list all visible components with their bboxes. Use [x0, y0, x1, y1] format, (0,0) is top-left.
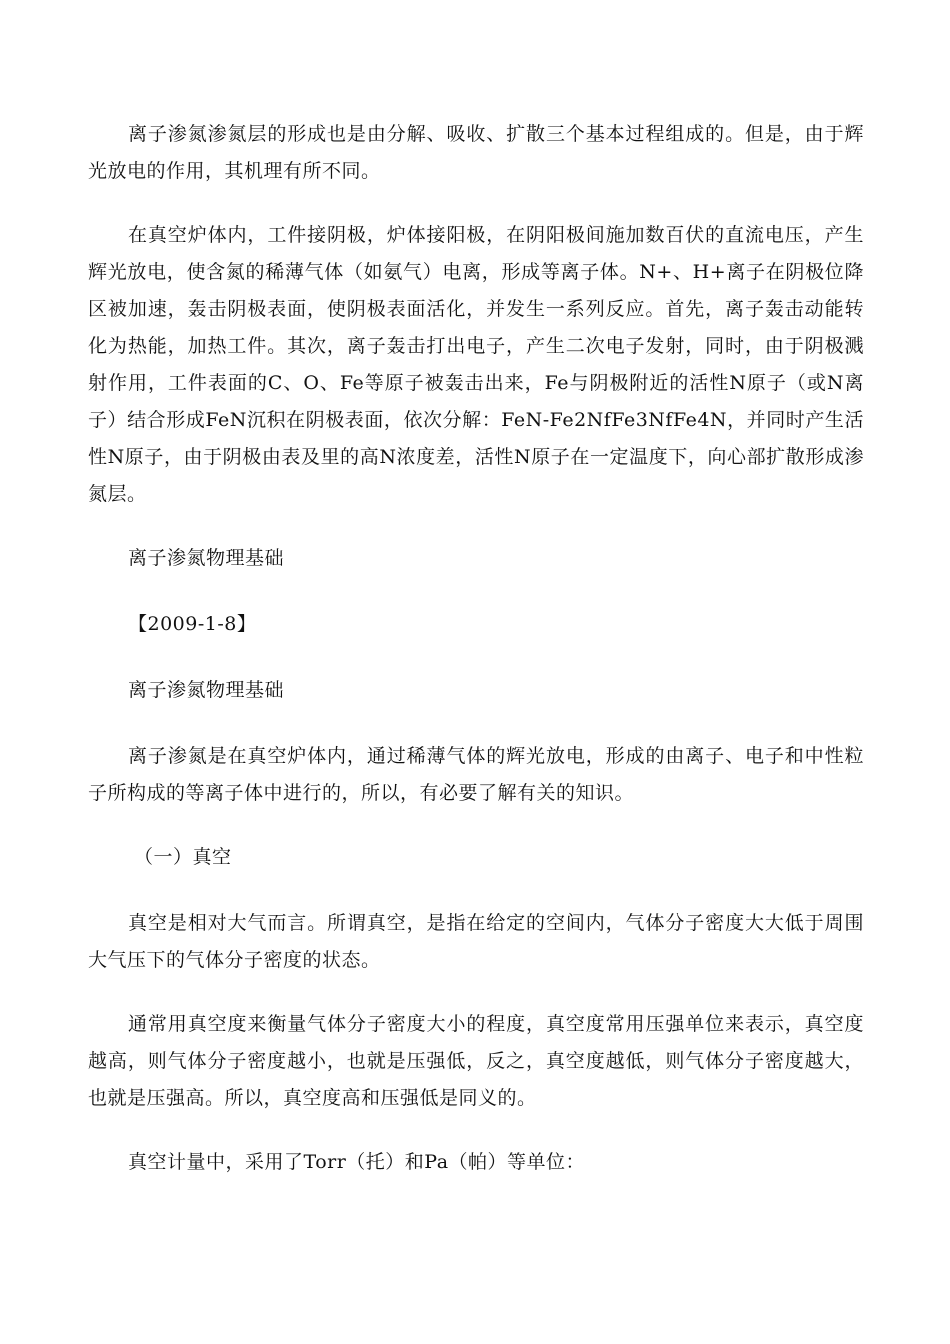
paragraph-vacuum-definition: 真空是相对大气而言。所谓真空，是指在给定的空间内，气体分子密度大大低于周围大气压下的气体分子密度的状态。 [88, 912, 864, 971]
section-title-repeat: 离子渗氮物理基础 [128, 679, 285, 701]
paragraph-plasma-intro: 离子渗氮是在真空炉体内，通过稀薄气体的辉光放电，形成的由离子、电子和中性粒子所构成的等离子体中进行的，所以，有必要了解有关的知识。 [88, 745, 864, 804]
date-stamp: 【2009-1-8】 [128, 613, 257, 635]
paragraph-vacuum-units: 真空计量中，采用了Torr（托）和Pa（帕）等单位： [128, 1151, 586, 1173]
subsection-heading-vacuum: （一）真空 [134, 846, 232, 868]
paragraph-glow-discharge-mechanism: 在真空炉体内，工件接阴极，炉体接阳极，在阴阳极间施加数百伏的直流电压，产生辉光放电，使含氮的稀薄气体（如氨气）电离，形成等离子体。N+、H+离子在阴极位降区被加速，轰击阴极表面，使阴极表面活化，并发生一系列反应。首先，离子轰击动能转化为热能，加热工件。其次，离子轰击打出电子，产生二次电子发射，同时，由于阴极溅射作用，工件表面的C、O、Fe等原子被轰击出来，Fe与阴极附近的活性N原子（或N离子）结合形成FeN沉积在阴极表面，依次分解：FeN-Fe2NfFe3NfFe4N，并同时产生活性N原子，由于阴极由表及里的高N浓度差，活性N原子在一定温度下，向心部扩散形成渗氮层。 [88, 224, 864, 505]
paragraph-nitriding-layer-formation: 离子渗氮渗氮层的形成也是由分解、吸收、扩散三个基本过程组成的。但是，由于辉光放电的作用，其机理有所不同。 [88, 123, 864, 182]
document-page [88, 116, 864, 1181]
section-title: 离子渗氮物理基础 [128, 547, 285, 569]
paragraph-vacuum-degree: 通常用真空度来衡量气体分子密度大小的程度，真空度常用压强单位来表示，真空度越高，则气体分子密度越小，也就是压强低，反之，真空度越低，则气体分子密度越大，也就是压强高。所以，真空度高和压强低是同义的。 [88, 1013, 864, 1109]
